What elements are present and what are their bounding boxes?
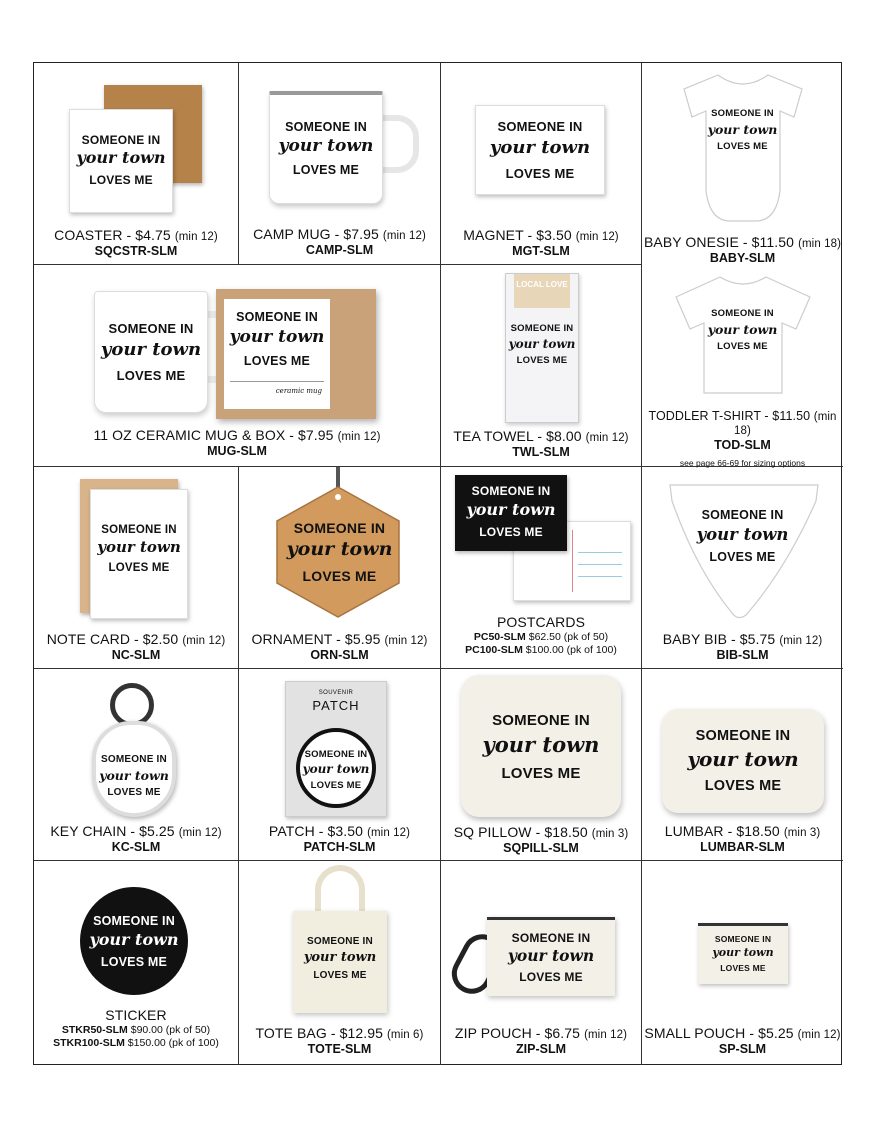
- product-sku: MGT-SLM: [512, 244, 570, 258]
- product-caption: [239, 226, 440, 257]
- product-caption: [642, 631, 843, 662]
- artwork-text: your town: [508, 337, 576, 351]
- product-sku: STKR100-SLM: [53, 1037, 125, 1049]
- product-name: ZIP POUCH - $6.75: [454, 1025, 581, 1041]
- artwork-text: your town: [229, 327, 325, 347]
- artwork-text: SOMEONE IN: [304, 749, 368, 760]
- note-card-image: [90, 489, 188, 619]
- product-price: $90.00 (pk of 50): [130, 1024, 211, 1036]
- product-sku: LUMBAR-SLM: [700, 840, 785, 854]
- product-sku: KC-SLM: [111, 840, 161, 854]
- artwork-text: SOMEONE IN: [236, 310, 318, 324]
- artwork-text: your town: [687, 747, 799, 771]
- product-caption: [34, 823, 238, 854]
- product-sku: BIB-SLM: [716, 648, 769, 662]
- artwork-text: LOVES ME: [709, 550, 776, 564]
- product-cell-zip-pouch: [441, 861, 642, 1065]
- artwork-text: LOVES ME: [501, 765, 581, 782]
- artwork-text: your town: [482, 732, 600, 757]
- product-name: POSTCARDS: [496, 614, 586, 630]
- artwork-text: SOMEONE IN: [711, 108, 774, 119]
- product-caption: [642, 234, 843, 265]
- artwork-text: your town: [286, 538, 393, 560]
- product-name: CAMP MUG - $7.95: [253, 226, 379, 242]
- key-chain-image: [92, 721, 176, 817]
- product-caption: [34, 427, 440, 458]
- product-caption: [34, 631, 238, 662]
- product-name: PATCH - $3.50: [268, 823, 364, 839]
- artwork-text: your town: [97, 538, 181, 556]
- product-sku: MUG-SLM: [207, 444, 267, 458]
- small-pouch-image: [698, 923, 788, 984]
- tote-bag-image: [293, 911, 387, 1013]
- artwork-text: your town: [89, 930, 179, 949]
- artwork-text: your town: [507, 946, 595, 965]
- artwork-text: SOMEONE IN: [695, 728, 791, 744]
- product-cell-lumbar: [642, 669, 843, 861]
- artwork-text: LOVES ME: [479, 525, 543, 539]
- product-cell-postcards: [441, 467, 642, 669]
- product-minimum: (min 12): [182, 635, 226, 647]
- artwork-text: SOMEONE IN: [497, 119, 583, 134]
- product-sku: BABY-SLM: [709, 251, 776, 265]
- product-name: MAGNET - $3.50: [463, 227, 572, 243]
- product-name: KEY CHAIN - $5.25: [50, 823, 175, 839]
- artwork-text: your town: [489, 137, 591, 158]
- artwork-text: LOVES ME: [717, 341, 768, 352]
- ceramic-mug-image: [94, 291, 208, 413]
- product-caption: [441, 614, 641, 656]
- artwork-text: LOVES ME: [516, 355, 568, 366]
- artwork-text: SOMEONE IN: [511, 931, 591, 945]
- product-minimum: (min 12): [384, 635, 428, 647]
- product-cell-sq-pillow: [441, 669, 642, 861]
- artwork-text: your town: [712, 946, 774, 959]
- product-name: BABY ONESIE - $11.50: [643, 234, 795, 250]
- mug-box-image: [216, 289, 376, 419]
- product-name: TEA TOWEL - $8.00: [453, 428, 582, 444]
- artwork-text: LOVES ME: [107, 787, 161, 798]
- product-price: $62.50 (pk of 50): [528, 631, 609, 643]
- artwork-text: LOVES ME: [108, 562, 170, 574]
- camp-mug-image: [269, 91, 383, 204]
- postcard-front-image: [455, 475, 567, 551]
- product-cell-baby-bib: [642, 467, 843, 669]
- product-cell-toddler-tshirt: [642, 265, 843, 467]
- product-sku: TOTE-SLM: [307, 1042, 372, 1056]
- product-sku: ZIP-SLM: [516, 1042, 566, 1056]
- artwork-text: your town: [100, 339, 202, 360]
- product-caption: [441, 824, 641, 855]
- artwork-text: LOVES ME: [505, 166, 575, 181]
- product-cell-ornament: [239, 467, 441, 669]
- artwork-text: SOMEONE IN: [101, 524, 177, 536]
- product-cell-small-pouch: [642, 861, 843, 1065]
- artwork-text: LOVES ME: [717, 141, 768, 152]
- product-caption: [34, 1007, 238, 1049]
- tag-text: LOCAL LOVE: [516, 280, 568, 289]
- artwork-text: LOVES ME: [116, 368, 186, 383]
- artwork-text: LOVES ME: [292, 163, 360, 177]
- product-cell-sticker: [34, 861, 239, 1065]
- product-cell-baby-onesie: [642, 63, 843, 265]
- camp-mug-handle: [379, 115, 419, 173]
- product-sku: CAMP-SLM: [305, 243, 374, 257]
- lumbar-pillow-image: [662, 709, 824, 813]
- product-name: NOTE CARD - $2.50: [46, 631, 179, 647]
- product-cell-camp-mug: [239, 63, 441, 265]
- coaster-image: [69, 109, 173, 213]
- product-caption: [642, 1025, 843, 1056]
- product-minimum: (min 3): [591, 828, 629, 840]
- artwork-text: your town: [707, 322, 778, 337]
- product-caption: [642, 409, 843, 468]
- artwork-text: SOMEONE IN: [81, 133, 161, 147]
- product-cell-tea-towel: [441, 265, 642, 467]
- product-caption: [441, 227, 641, 258]
- product-minimum: (min 18): [734, 411, 837, 437]
- product-sku: STKR50-SLM: [61, 1024, 128, 1036]
- product-name: COASTER - $4.75: [54, 227, 171, 243]
- artwork-text: your town: [466, 500, 556, 519]
- product-caption: [441, 428, 641, 459]
- zip-pouch-image: [487, 917, 615, 996]
- artwork-text: SOMEONE IN: [101, 754, 167, 765]
- product-cell-patch: [239, 669, 441, 861]
- artwork-text: LOVES ME: [310, 780, 362, 791]
- product-minimum: (min 12): [174, 231, 218, 243]
- artwork-text: LOVES ME: [100, 955, 168, 969]
- artwork-text: your town: [302, 762, 370, 776]
- product-name: SQ PILLOW - $18.50: [453, 824, 588, 840]
- product-name: LUMBAR - $18.50: [664, 823, 780, 839]
- product-cell-key-chain: [34, 669, 239, 861]
- artwork-text: LOVES ME: [704, 778, 782, 794]
- artwork-text: your town: [99, 768, 169, 783]
- product-price: $100.00 (pk of 100): [525, 644, 617, 656]
- artwork-text: SOMEONE IN: [93, 914, 175, 928]
- patch-card-image: [285, 681, 387, 817]
- artwork-text: LOVES ME: [720, 963, 766, 973]
- product-minimum: (min 6): [387, 1029, 424, 1041]
- product-name: SMALL POUCH - $5.25: [644, 1025, 794, 1041]
- artwork-text: SOMEONE IN: [471, 484, 551, 498]
- product-caption: [34, 227, 238, 258]
- product-name: ORNAMENT - $5.95: [251, 631, 381, 647]
- artwork-text: your town: [76, 148, 166, 167]
- magnet-image: [475, 105, 605, 195]
- product-cell-ceramic-mug: [34, 265, 441, 467]
- product-minimum: (min 12): [584, 1029, 628, 1041]
- product-minimum: (min 12): [585, 432, 629, 444]
- product-caption: [441, 1025, 641, 1056]
- product-minimum: (min 12): [575, 231, 619, 243]
- product-minimum: (min 12): [337, 431, 381, 443]
- artwork-text: LOVES ME: [89, 173, 153, 187]
- artwork-text: your town: [278, 136, 374, 156]
- product-minimum: (min 18): [798, 238, 842, 250]
- box-label-text: ceramic mug: [275, 387, 322, 395]
- artwork-text: your town: [303, 950, 377, 965]
- product-name: STICKER: [105, 1007, 167, 1023]
- sizing-note: see page 66-69 for sizing options: [679, 458, 806, 468]
- product-sku: SQCSTR-SLM: [94, 244, 178, 258]
- artwork-text: SOMEONE IN: [711, 308, 774, 319]
- product-sku: PC50-SLM: [473, 631, 526, 643]
- patch-header: PATCH: [312, 698, 360, 713]
- artwork-text: SOMEONE IN: [293, 520, 386, 536]
- product-name: TODDLER T-SHIRT - $11.50: [648, 409, 811, 423]
- product-sku: TWL-SLM: [512, 445, 570, 459]
- artwork-text: SOMEONE IN: [108, 321, 194, 336]
- product-caption: [239, 823, 440, 854]
- product-caption: [239, 1025, 440, 1056]
- product-name: BABY BIB - $5.75: [662, 631, 776, 647]
- sq-pillow-image: [461, 675, 621, 817]
- product-minimum: (min 12): [797, 1029, 841, 1041]
- product-caption: [642, 823, 843, 854]
- product-minimum: (min 12): [178, 827, 222, 839]
- product-sku: PATCH-SLM: [303, 840, 376, 854]
- artwork-text: LOVES ME: [313, 970, 367, 981]
- product-name: TOTE BAG - $12.95: [255, 1025, 383, 1041]
- product-price: $150.00 (pk of 100): [127, 1037, 219, 1049]
- product-sku: SP-SLM: [718, 1042, 767, 1056]
- product-minimum: (min 12): [367, 827, 411, 839]
- product-cell-tote-bag: [239, 861, 441, 1065]
- product-sku: NC-SLM: [111, 648, 161, 662]
- product-caption: [239, 631, 440, 662]
- artwork-text: SOMEONE IN: [492, 712, 590, 729]
- product-sku: PC100-SLM: [465, 644, 523, 656]
- artwork-text: your town: [696, 525, 789, 544]
- product-minimum: (min 12): [779, 635, 823, 647]
- product-minimum: (min 12): [382, 230, 426, 242]
- product-sheet: [33, 62, 842, 1065]
- tea-towel-image: [505, 273, 579, 423]
- artwork-text: LOVES ME: [519, 970, 583, 984]
- patch-header-small: SOUVENIR: [318, 690, 354, 696]
- product-sku: SQPILL-SLM: [503, 841, 579, 855]
- product-cell-coaster: [34, 63, 239, 265]
- product-sku: ORN-SLM: [310, 648, 369, 662]
- product-cell-magnet: [441, 63, 642, 265]
- artwork-text: LOVES ME: [302, 568, 377, 584]
- product-name: 11 OZ CERAMIC MUG & BOX - $7.95: [93, 427, 334, 443]
- product-cell-note-card: [34, 467, 239, 669]
- artwork-text: SOMEONE IN: [701, 508, 784, 522]
- artwork-text: SOMEONE IN: [510, 323, 574, 334]
- artwork-text: SOMEONE IN: [307, 936, 373, 947]
- artwork-text: LOVES ME: [243, 354, 311, 368]
- artwork-text: SOMEONE IN: [714, 934, 772, 944]
- product-sku: TOD-SLM: [714, 438, 771, 452]
- artwork-text: your town: [707, 122, 778, 137]
- sticker-image: [80, 887, 188, 995]
- artwork-text: SOMEONE IN: [285, 120, 367, 134]
- product-minimum: (min 3): [783, 827, 821, 839]
